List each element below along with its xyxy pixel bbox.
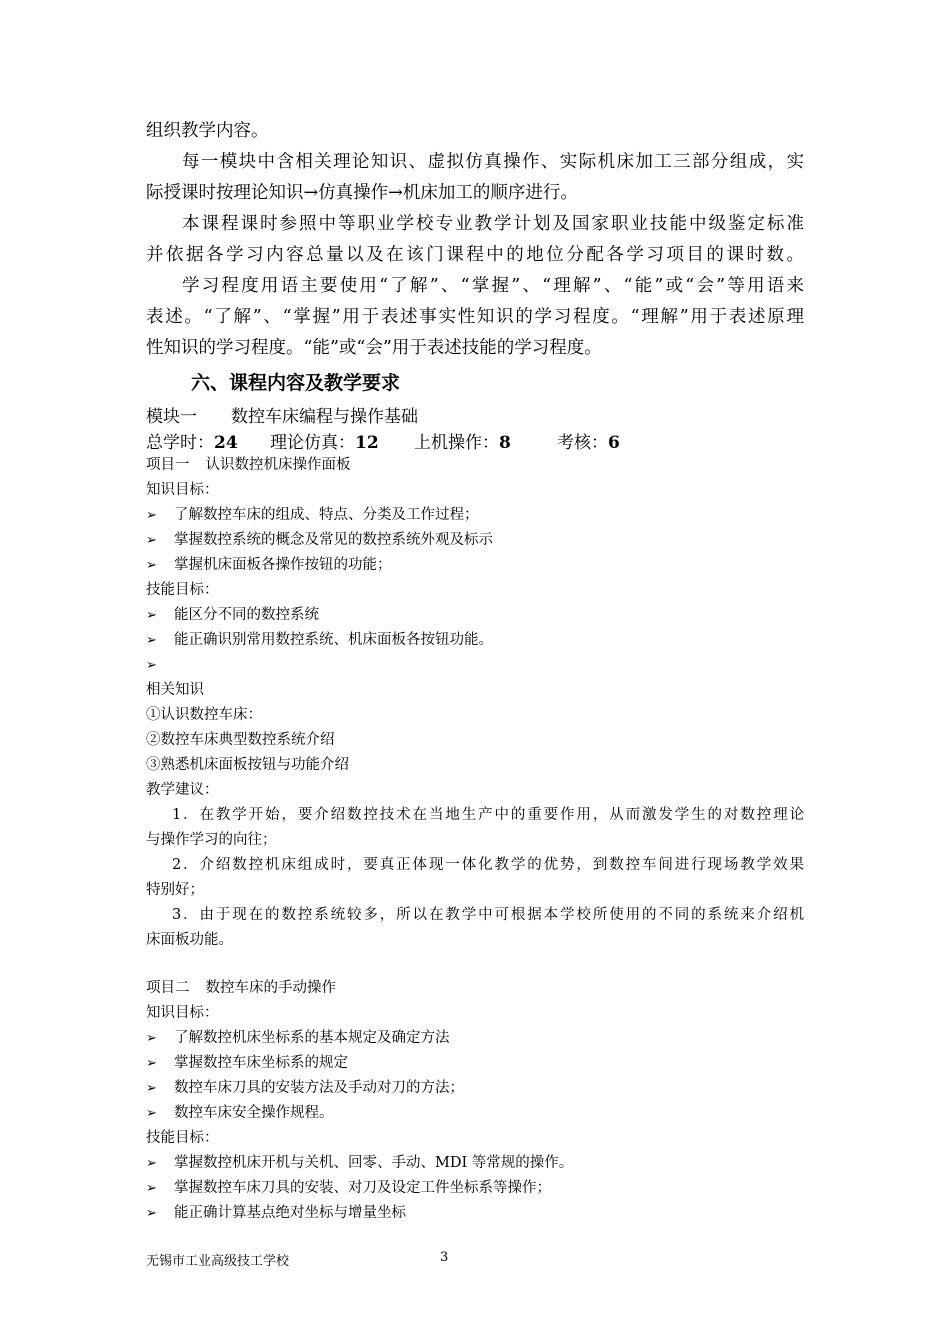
project-1-knowledge-item-3: ➢ 掌握机床面板各操作按钮的功能； (146, 553, 392, 578)
project-2-knowledge-item-2: ➢ 掌握数控车床坐标系的规定 (146, 1051, 348, 1076)
practice-hours (414, 428, 511, 453)
project-2-skill-label: 技能目标： (146, 1130, 219, 1146)
intro-paragraph-1-line-2: 际授课时按理论知识→仿真操作→机床加工的顺序进行。 (146, 183, 578, 203)
intro-paragraph-0: 组织教学内容。 (146, 121, 269, 141)
bullet-arrow-icon: ➢ (146, 1206, 157, 1221)
bullet-arrow-icon: ➢ (146, 1106, 157, 1121)
project-1-knowledge-label: 知识目标： (146, 482, 219, 498)
intro-paragraph-3-line-2: 表述。“了解”、“掌握”用于表述事实性知识的学习程度。“理解”用于表述原理 (146, 307, 804, 327)
project-1-title: 认识数控机床操作面板 (205, 457, 351, 473)
project-1-advice-1-line-2: 与操作学习的向往； (146, 832, 277, 848)
theory-hours (270, 428, 379, 453)
project-2-title: 数控车床的手动操作 (205, 980, 336, 996)
project-1-skill-item-empty (146, 653, 174, 678)
project-2-header (146, 976, 336, 1001)
intro-paragraph-1-line-1: 每一模块中含相关理论知识、虚拟仿真操作、实际机床加工三部分组成，实 (182, 152, 804, 172)
bullet-arrow-icon: ➢ (146, 1156, 157, 1171)
project-1-skill-label: 技能目标： (146, 582, 219, 598)
footer-school-name: 无锡市工业高级技工学校 (146, 1254, 290, 1269)
theory-hours-label: 理论仿真： (270, 433, 355, 453)
project-2-knowledge-item-3: ➢ 数控车床刀具的安装方法及手动对刀的方法； (146, 1076, 464, 1101)
bullet-arrow-icon: ➢ (146, 1081, 157, 1096)
project-1-advice-label: 教学建议： (146, 782, 219, 798)
project-1-skill-item-2: ➢ 能正确识别常用数控系统、机床面板各按钮功能。 (146, 628, 493, 653)
project-2-skill-item-3: ➢ 能正确计算基点绝对坐标与增量坐标 (146, 1201, 406, 1226)
section-heading: 六、课程内容及教学要求 (191, 372, 401, 394)
bullet-arrow-icon: ➢ (146, 1181, 157, 1196)
module-hours (146, 428, 238, 453)
project-1-related-item-3: ③熟悉机床面板按钮与功能介绍 (146, 757, 349, 773)
intro-paragraph-3-line-3: 性知识的学习程度。“能”或“会”用于表述技能的学习程度。 (146, 338, 602, 358)
practice-hours-label: 上机操作： (414, 433, 499, 453)
project-1-skill-item-1: ➢ 能区分不同的数控系统 (146, 603, 319, 628)
bullet-arrow-icon: ➢ (146, 658, 157, 673)
bullet-arrow-icon: ➢ (146, 508, 157, 523)
bullet-arrow-icon: ➢ (146, 1056, 157, 1071)
project-2-skill-item-1: ➢ 掌握数控机床开机与关机、回零、手动、MDI 等常规的操作。 (146, 1151, 573, 1176)
project-1-advice-2-line-1: 2．介绍数控机床组成时，要真正体现一体化教学的优势，到数控车间进行现场教学效果 (172, 857, 804, 873)
project-2-knowledge-label: 知识目标： (146, 1005, 219, 1021)
bullet-arrow-icon: ➢ (146, 558, 157, 573)
project-1-advice-3-line-2: 床面板功能。 (146, 932, 233, 948)
project-1-related-label: 相关知识 (146, 682, 204, 698)
intro-paragraph-3-line-1: 学习程度用语主要使用“了解”、“掌握”、“理解”、“能”或“会”等用语来 (182, 276, 804, 296)
intro-paragraph-2-line-1: 本课程课时参照中等职业学校专业教学计划及国家职业技能中级鉴定标准 (182, 214, 804, 234)
project-1-advice-3-line-1: 3．由于现在的数控系统较多，所以在教学中可根据本学校所使用的不同的系统来介绍机 (172, 907, 804, 923)
total-hours-label: 总学时： (146, 433, 214, 453)
project-2-skill-item-2: ➢ 掌握数控车床刀具的安装、对刀及设定工件坐标系等操作； (146, 1176, 551, 1201)
project-1-related-item-2: ②数控车床典型数控系统介绍 (146, 732, 335, 748)
exam-hours-value: 6 (608, 433, 620, 453)
project-1-label: 项目一 (146, 457, 190, 473)
project-1-advice-1-line-1: 1．在教学开始，要介绍数控技术在当地生产中的重要作用，从而激发学生的对数控理论 (172, 807, 804, 823)
module-label: 模块一 (146, 407, 197, 427)
project-2-label: 项目二 (146, 980, 190, 996)
footer-page-number: 3 (440, 1250, 449, 1265)
practice-hours-value: 8 (499, 433, 511, 453)
module-title: 数控车床编程与操作基础 (231, 407, 418, 427)
bullet-arrow-icon: ➢ (146, 1031, 157, 1046)
project-2-knowledge-item-4: ➢ 数控车床安全操作规程。 (146, 1101, 334, 1126)
bullet-arrow-icon: ➢ (146, 608, 157, 623)
bullet-arrow-icon: ➢ (146, 633, 157, 648)
project-1-knowledge-item-2: ➢ 掌握数控系统的概念及常见的数控系统外观及标示 (146, 528, 493, 553)
exam-hours (557, 428, 620, 453)
bullet-arrow-icon: ➢ (146, 533, 157, 548)
intro-paragraph-2-line-2: 并依据各学习内容总量以及在该门课程中的地位分配各学习项目的课时数。 (146, 245, 804, 265)
theory-hours-value: 12 (355, 433, 379, 453)
project-2-knowledge-item-1: ➢ 了解数控机床坐标系的基本规定及确定方法 (146, 1026, 450, 1051)
total-hours-value: 24 (214, 433, 238, 453)
project-1-advice-2-line-2: 特别好； (146, 882, 204, 898)
project-1-knowledge-item-1: ➢ 了解数控车床的组成、特点、分类及工作过程； (146, 503, 479, 528)
project-1-related-item-1: ①认识数控车床： (146, 707, 262, 723)
project-1-header (146, 453, 351, 478)
exam-hours-label: 考核： (557, 433, 608, 453)
